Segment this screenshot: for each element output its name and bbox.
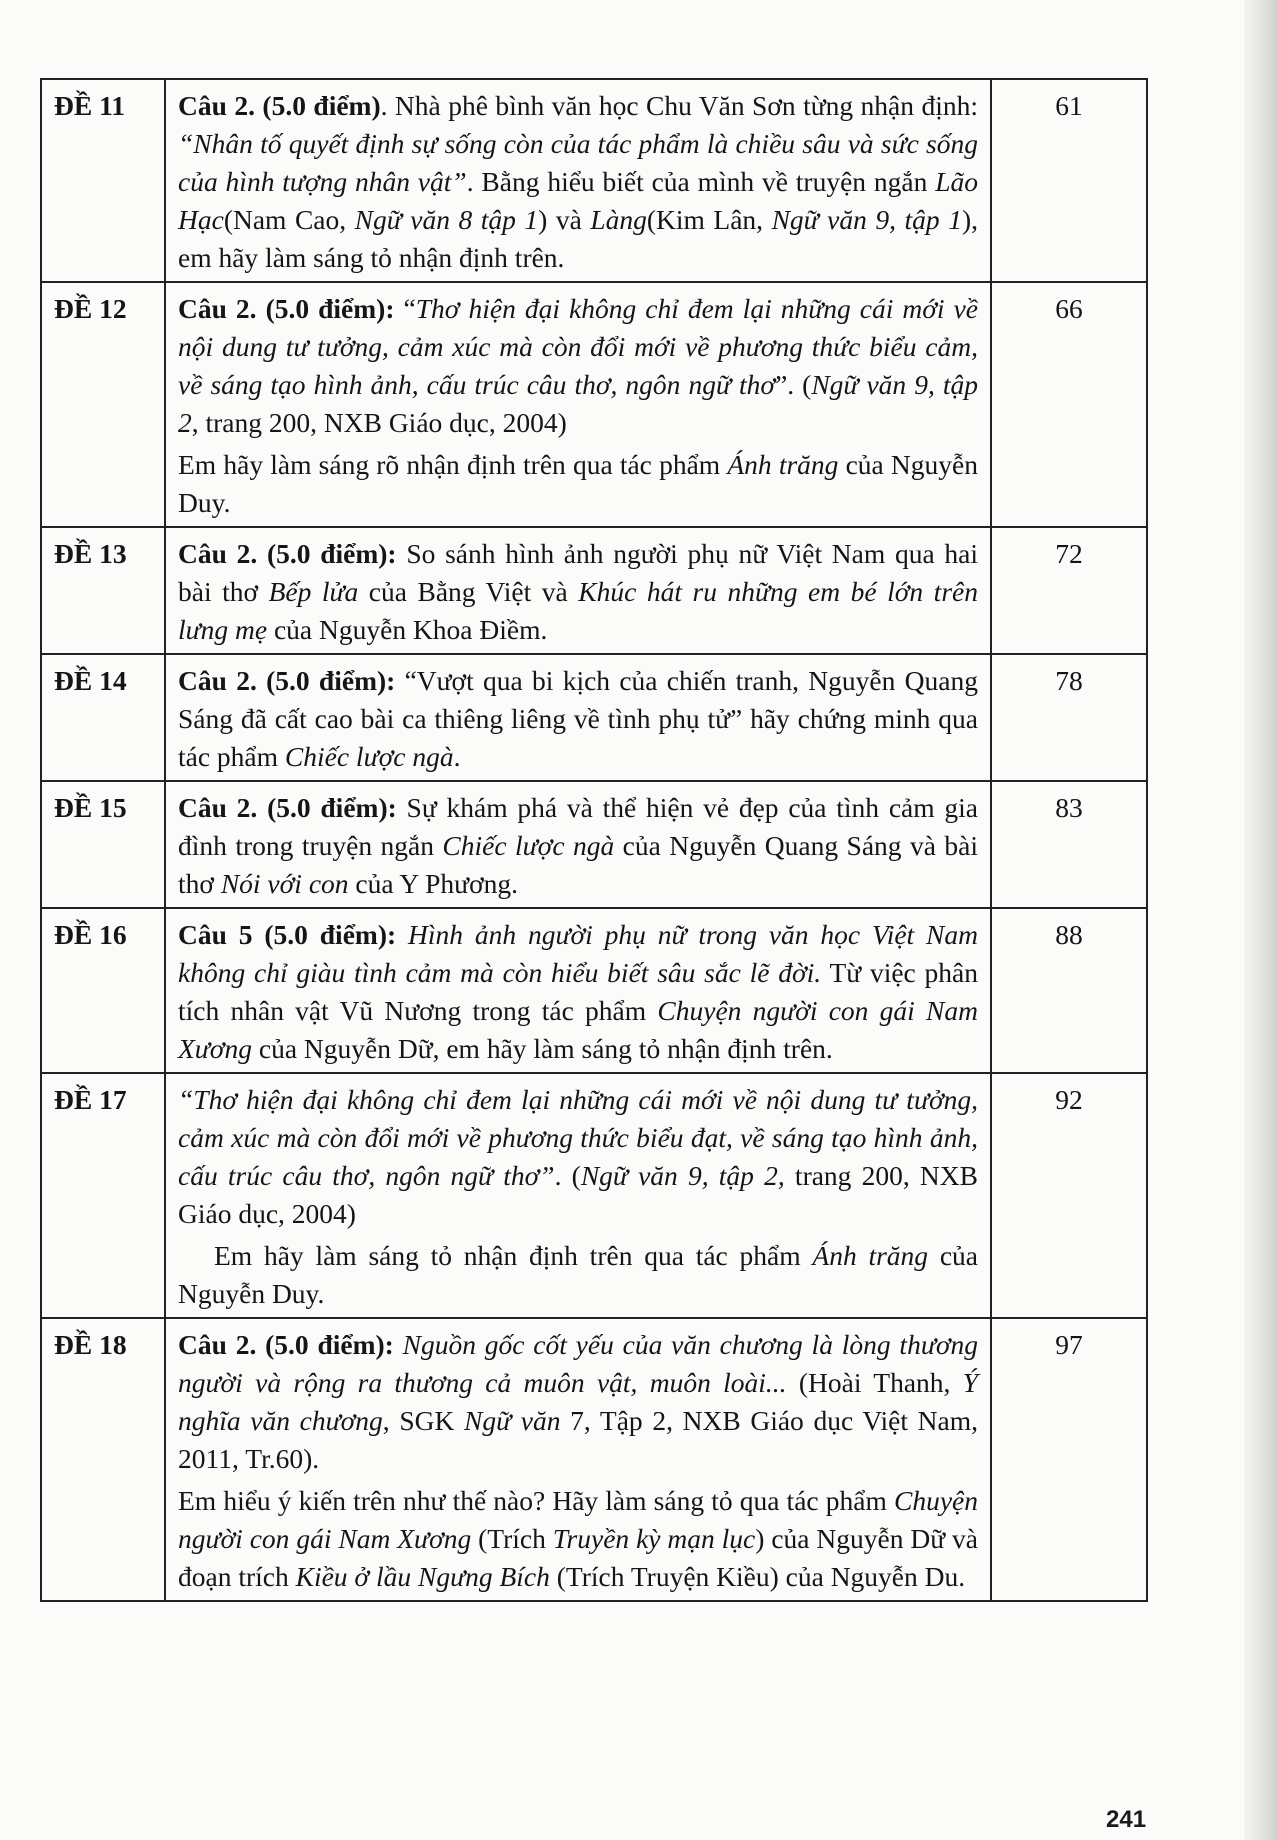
question-text [165, 527, 991, 654]
contents-row [41, 282, 1147, 527]
question-heading: Câu 5 (5.0 điểm): [178, 919, 397, 950]
italic-text: Khúc hát ru những em bé lớn trên lưng mẹ [178, 576, 978, 645]
italic-text: Nói với con [220, 868, 349, 899]
page-ref: 61 [991, 79, 1147, 282]
italic-text: Truyền kỳ mạn lục [552, 1523, 756, 1554]
text-segment: ), em hãy làm sáng tỏ nhận định trên. [178, 204, 978, 273]
text-segment: của Nguyễn Duy. [178, 449, 979, 518]
text-segment: Sự khám phá và thể hiện vẻ đẹp của tình cảm gia đình trong truyện ngắn [178, 792, 978, 861]
text-segment: (Trích [471, 1523, 553, 1554]
italic-text: Ý nghĩa văn chương [178, 1367, 979, 1436]
text-segment: . Nhà phê bình văn học Chu Văn Sơn từng nhận định: [380, 90, 978, 121]
page-ref: 88 [991, 908, 1147, 1073]
text-segment: So sánh hình ảnh người phụ nữ Việt Nam qua hai bài thơ [178, 538, 978, 607]
text-segment: (Kim Lân, [646, 204, 772, 235]
question-paragraph [178, 662, 978, 776]
text-segment: của Nguyễn Duy. [178, 1240, 978, 1309]
contents-row [41, 654, 1147, 781]
question-paragraph [178, 446, 978, 522]
italic-text: “Nhân tố quyết định sự sống còn của tác phẩm là chiều sâu và sức sống của hình tượng nhân vật” [178, 128, 978, 197]
exam-label: ĐỀ 13 [41, 527, 165, 654]
text-segment: Em hãy làm sáng rõ nhận định trên qua tác phẩm [178, 449, 728, 480]
italic-text: Ngữ văn 9, tập 2 [178, 369, 978, 438]
italic-text: Ánh trăng [727, 449, 839, 480]
question-paragraph [178, 1237, 978, 1313]
text-segment: của Nguyễn Quang Sáng và bài thơ [178, 830, 978, 899]
page-ref: 92 [991, 1073, 1147, 1318]
text-segment: (Hoài Thanh, [786, 1367, 963, 1398]
question-paragraph [178, 1482, 978, 1596]
question-heading: Câu 2. (5.0 điểm): [178, 538, 397, 569]
text-segment: , SGK [382, 1405, 465, 1436]
scan-edge [1244, 0, 1278, 1840]
page-ref: 78 [991, 654, 1147, 781]
question-paragraph [178, 916, 978, 1068]
exam-label: ĐỀ 18 [41, 1318, 165, 1601]
italic-text: Chuyện người con gái Nam Xương [178, 995, 978, 1064]
question-text [165, 908, 991, 1073]
exam-label: ĐỀ 17 [41, 1073, 165, 1318]
page-ref: 97 [991, 1318, 1147, 1601]
italic-text: Kiều ở lầu Ngưng Bích [295, 1561, 550, 1592]
italic-text: Làng [590, 204, 647, 235]
text-segment: Em hãy làm sáng tỏ nhận định trên qua tác phẩm [214, 1240, 813, 1271]
text-segment: “ [394, 293, 416, 324]
text-segment: của Nguyễn Khoa Điềm. [267, 614, 548, 645]
exam-label: ĐỀ 16 [41, 908, 165, 1073]
question-paragraph [178, 789, 978, 903]
question-text [165, 654, 991, 781]
italic-text: Chiếc lược ngà [284, 741, 454, 772]
text-segment [394, 1329, 403, 1360]
question-paragraph [178, 290, 978, 442]
text-segment: “Vượt qua bi kịch của chiến tranh, Nguyễn Quang Sáng đã cất cao bài ca thiêng liêng về tình phụ tử” hãy chứng minh qua tác phẩm [178, 665, 978, 772]
question-text [165, 1073, 991, 1318]
text-segment [396, 919, 408, 950]
contents-table-body [41, 79, 1147, 1601]
exam-label: ĐỀ 14 [41, 654, 165, 781]
question-paragraph [178, 1081, 978, 1233]
question-heading: Câu 2. (5.0 điểm) [178, 90, 381, 121]
page-ref: 72 [991, 527, 1147, 654]
page-ref: 66 [991, 282, 1147, 527]
italic-text: “Thơ hiện đại không chỉ đem lại những cái mới về nội dung tư tưởng, cảm xúc mà còn đổi mới về phương thức biểu đạt, về sáng tạo hình ảnh, cấu trúc câu thơ, ngôn ngữ thơ” [178, 1084, 978, 1191]
contents-row [41, 1318, 1147, 1601]
question-paragraph [178, 1326, 978, 1478]
text-segment: của Nguyễn Dữ, em hãy làm sáng tỏ nhận định trên. [251, 1033, 833, 1064]
contents-row [41, 781, 1147, 908]
exam-label: ĐỀ 12 [41, 282, 165, 527]
italic-text: Thơ hiện đại không chỉ đem lại những cái mới về nội dung tư tưởng, cảm xúc mà còn đổi mới về phương thức biểu cảm, về sáng tạo hình ảnh, cấu trúc câu thơ, ngôn ngữ thơ [178, 293, 978, 400]
text-segment: ) và [538, 204, 591, 235]
question-text [165, 1318, 991, 1601]
text-segment: ) của Nguyễn Dữ và đoạn trích [178, 1523, 978, 1592]
italic-text: Ánh trăng [812, 1240, 929, 1271]
text-segment: 7, Tập 2, NXB Giáo dục Việt Nam, 2011, Tr.60). [178, 1405, 979, 1474]
text-segment: (Trích Truyện Kiều) của Nguyễn Du. [549, 1561, 966, 1592]
italic-text: Ngữ văn 8 tập 1 [354, 204, 539, 235]
exam-label: ĐỀ 15 [41, 781, 165, 908]
text-segment: . Bằng hiểu biết của mình về truyện ngắn [466, 166, 936, 197]
page-number: 241 [1106, 1806, 1147, 1833]
question-heading: Câu 2. (5.0 điểm): [178, 792, 397, 823]
exam-label: ĐỀ 11 [41, 79, 165, 282]
text-segment: . [453, 741, 461, 772]
question-heading: Câu 2. (5.0 điểm): [178, 293, 395, 324]
question-paragraph [178, 535, 978, 649]
contents-table [40, 78, 1148, 1602]
text-segment: . ( [554, 1160, 581, 1191]
italic-text: Nguồn gốc cốt yếu của văn chương là lòng thương người và rộng ra thương cả muôn vật, muôn loài... [178, 1329, 978, 1398]
text-segment: Em hiểu ý kiến trên như thế nào? Hãy làm sáng tỏ qua tác phẩm [178, 1485, 894, 1516]
italic-text: Ngữ văn 9, tập 1 [771, 204, 962, 235]
page-ref: 83 [991, 781, 1147, 908]
text-segment: trang 200, NXB Giáo dục, 2004) [178, 1160, 978, 1229]
italic-text: Chiếc lược ngà [442, 830, 615, 861]
italic-text: Ngữ văn 9, tập 2, [580, 1160, 785, 1191]
question-text [165, 79, 991, 282]
text-segment: của Bằng Việt và [358, 576, 579, 607]
contents-row [41, 527, 1147, 654]
question-heading: Câu 2. (5.0 điểm): [178, 665, 396, 696]
italic-text: Hình ảnh người phụ nữ trong văn học Việt Nam không chỉ giàu tình cảm mà còn hiểu biết sâu sắc lẽ đời. [178, 919, 979, 988]
text-segment: , trang 200, NXB Giáo dục, 2004) [191, 407, 567, 438]
contents-row [41, 79, 1147, 282]
question-heading: Câu 2. (5.0 điểm): [178, 1329, 394, 1360]
italic-text: Bếp lửa [268, 576, 359, 607]
italic-text: Chuyện người con gái Nam Xương [178, 1485, 978, 1554]
question-text [165, 781, 991, 908]
text-segment: (Nam Cao, [223, 204, 355, 235]
text-segment: của Y Phương. [348, 868, 519, 899]
text-segment: Từ việc phân tích nhân vật Vũ Nương trong tác phẩm [178, 957, 978, 1026]
contents-row [41, 908, 1147, 1073]
question-text [165, 282, 991, 527]
italic-text: Ngữ văn [464, 1405, 561, 1436]
contents-row [41, 1073, 1147, 1318]
text-segment: ”. ( [775, 369, 812, 400]
question-paragraph [178, 87, 978, 277]
italic-text: Lão Hạc [178, 166, 978, 235]
